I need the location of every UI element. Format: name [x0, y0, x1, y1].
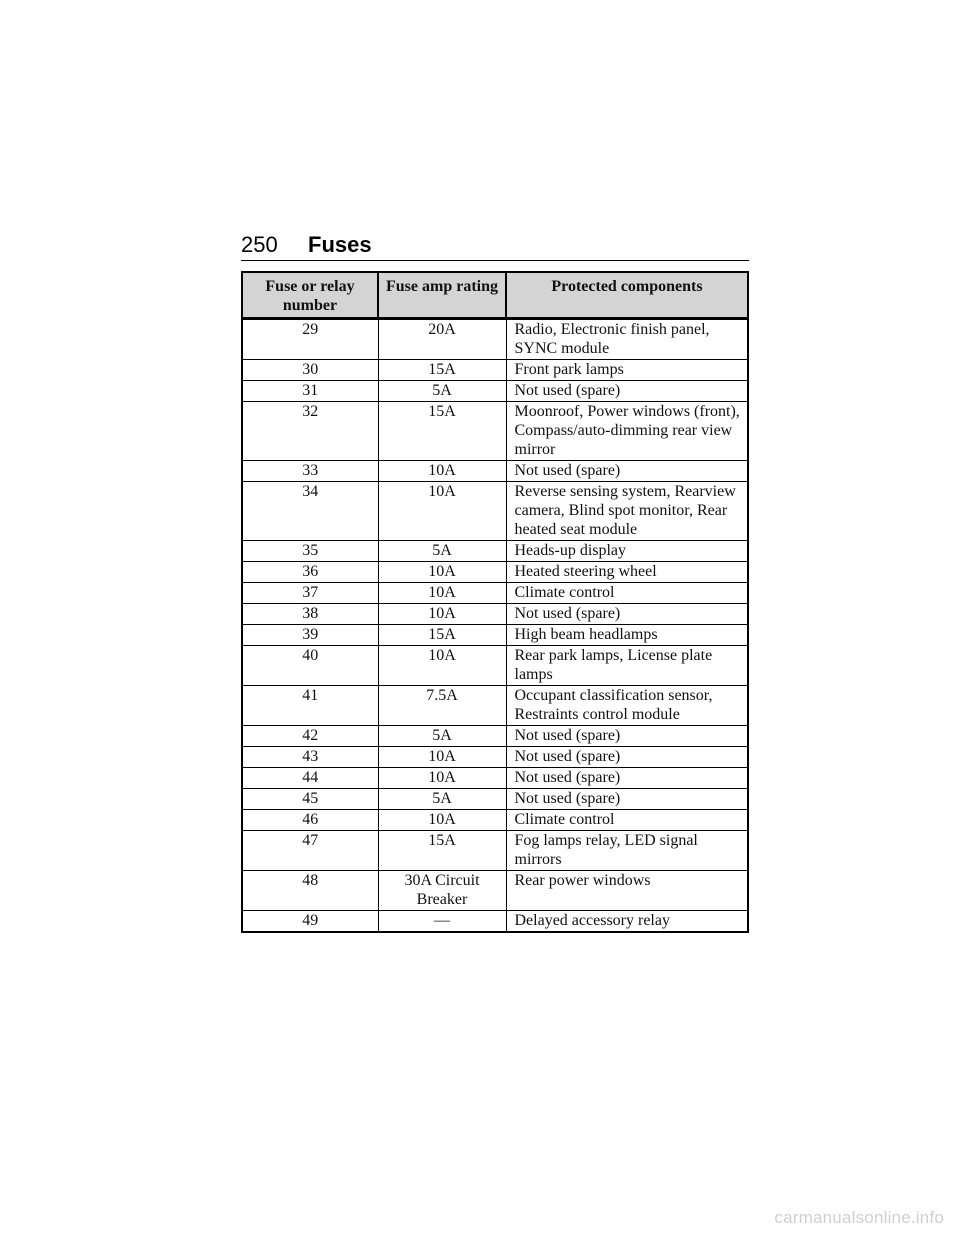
- amp-rating-cell: 10A: [378, 583, 506, 604]
- table-row: [242, 604, 748, 625]
- fuse-number-cell: 29: [242, 319, 378, 360]
- fuse-number-cell: 41: [242, 686, 378, 726]
- protected-components-cell: Reverse sensing system, Rearview camera, Blind spot monitor, Rear heated seat module: [506, 482, 748, 541]
- fuse-number-cell: 30: [242, 360, 378, 381]
- table-row: [242, 461, 748, 482]
- protected-components-cell: Rear park lamps, License plate lamps: [506, 646, 748, 686]
- table-header-row: [242, 272, 748, 319]
- table-row: [242, 789, 748, 810]
- page-number: 250: [241, 232, 278, 257]
- table-row: [242, 562, 748, 583]
- protected-components-cell: Not used (spare): [506, 789, 748, 810]
- table-row: [242, 625, 748, 646]
- protected-components-cell: Occupant classification sensor, Restraints control module: [506, 686, 748, 726]
- column-header-protected-components: Protected components: [506, 272, 748, 319]
- fuse-number-cell: 34: [242, 482, 378, 541]
- watermark: carmanualsonline.info: [774, 1208, 944, 1227]
- amp-rating-cell: 5A: [378, 789, 506, 810]
- protected-components-cell: Not used (spare): [506, 747, 748, 768]
- amp-rating-cell: 10A: [378, 482, 506, 541]
- table-row: [242, 402, 748, 461]
- table-row: [242, 541, 748, 562]
- table-row: [242, 747, 748, 768]
- protected-components-cell: Not used (spare): [506, 604, 748, 625]
- amp-rating-cell: 10A: [378, 646, 506, 686]
- fuse-number-cell: 39: [242, 625, 378, 646]
- table-row: [242, 686, 748, 726]
- protected-components-cell: Not used (spare): [506, 726, 748, 747]
- amp-rating-cell: 5A: [378, 381, 506, 402]
- table-row: [242, 768, 748, 789]
- protected-components-cell: Delayed accessory relay: [506, 911, 748, 933]
- protected-components-cell: Not used (spare): [506, 381, 748, 402]
- table-row: [242, 583, 748, 604]
- amp-rating-cell: 15A: [378, 831, 506, 871]
- table-row: [242, 911, 748, 933]
- amp-rating-cell: 15A: [378, 402, 506, 461]
- table-row: [242, 726, 748, 747]
- page-header: [241, 230, 749, 261]
- protected-components-cell: Heads-up display: [506, 541, 748, 562]
- table-row: [242, 871, 748, 911]
- table-row: [242, 381, 748, 402]
- table-row: [242, 831, 748, 871]
- table-row: [242, 810, 748, 831]
- column-header-fuse-number: Fuse or relay number: [242, 272, 378, 319]
- amp-rating-cell: 30A Circuit Breaker: [378, 871, 506, 911]
- protected-components-cell: Rear power windows: [506, 871, 748, 911]
- fuse-number-cell: 44: [242, 768, 378, 789]
- amp-rating-cell: 10A: [378, 810, 506, 831]
- table-row: [242, 646, 748, 686]
- fuse-number-cell: 36: [242, 562, 378, 583]
- table-row: [242, 482, 748, 541]
- fuse-number-cell: 35: [242, 541, 378, 562]
- fuse-number-cell: 40: [242, 646, 378, 686]
- amp-rating-cell: 20A: [378, 319, 506, 360]
- protected-components-cell: Heated steering wheel: [506, 562, 748, 583]
- fuse-table: [241, 271, 749, 933]
- protected-components-cell: Moonroof, Power windows (front), Compass/auto-dimming rear view mirror: [506, 402, 748, 461]
- amp-rating-cell: 15A: [378, 625, 506, 646]
- fuse-number-cell: 43: [242, 747, 378, 768]
- protected-components-cell: Radio, Electronic finish panel, SYNC module: [506, 319, 748, 360]
- section-title: Fuses: [308, 232, 372, 257]
- amp-rating-cell: 10A: [378, 562, 506, 583]
- fuse-number-cell: 42: [242, 726, 378, 747]
- amp-rating-cell: 10A: [378, 604, 506, 625]
- fuse-number-cell: 32: [242, 402, 378, 461]
- table-row: [242, 319, 748, 360]
- fuse-number-cell: 49: [242, 911, 378, 933]
- fuse-number-cell: 31: [242, 381, 378, 402]
- protected-components-cell: High beam headlamps: [506, 625, 748, 646]
- protected-components-cell: Climate control: [506, 583, 748, 604]
- protected-components-cell: Fog lamps relay, LED signal mirrors: [506, 831, 748, 871]
- protected-components-cell: Not used (spare): [506, 461, 748, 482]
- fuse-number-cell: 46: [242, 810, 378, 831]
- column-header-amp-rating: Fuse amp rating: [378, 272, 506, 319]
- protected-components-cell: Climate control: [506, 810, 748, 831]
- amp-rating-cell: 10A: [378, 747, 506, 768]
- amp-rating-cell: 5A: [378, 541, 506, 562]
- amp-rating-cell: 10A: [378, 768, 506, 789]
- fuse-number-cell: 33: [242, 461, 378, 482]
- fuse-number-cell: 45: [242, 789, 378, 810]
- protected-components-cell: Front park lamps: [506, 360, 748, 381]
- amp-rating-cell: 10A: [378, 461, 506, 482]
- fuse-number-cell: 48: [242, 871, 378, 911]
- protected-components-cell: Not used (spare): [506, 768, 748, 789]
- amp-rating-cell: —: [378, 911, 506, 933]
- fuse-table-body: [242, 319, 748, 933]
- fuse-number-cell: 47: [242, 831, 378, 871]
- fuse-number-cell: 38: [242, 604, 378, 625]
- amp-rating-cell: 5A: [378, 726, 506, 747]
- fuse-number-cell: 37: [242, 583, 378, 604]
- amp-rating-cell: 7.5A: [378, 686, 506, 726]
- amp-rating-cell: 15A: [378, 360, 506, 381]
- table-row: [242, 360, 748, 381]
